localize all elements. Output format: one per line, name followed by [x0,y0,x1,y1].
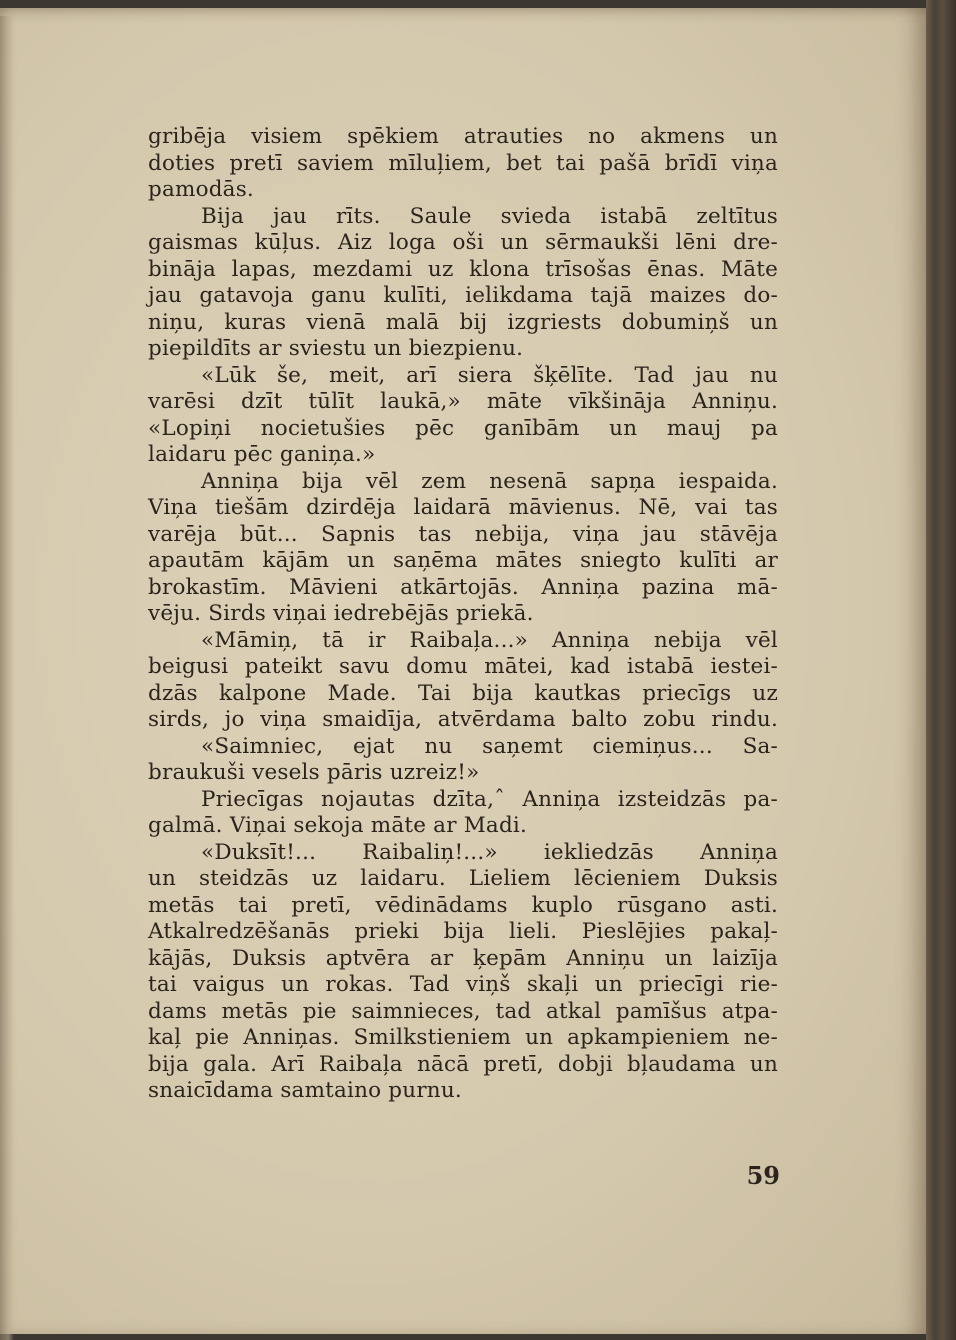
book-binding [926,0,956,1340]
text-line: Atkalredzēšanās prieki bija lieli. Pieslējies pakaļ- [148,919,778,944]
text-line: doties pretī saviem mīluļiem, bet tai pašā brīdī viņa [148,150,778,176]
page-edge-shadow [0,16,14,1340]
text-line: «Duksīt!... Raibaliņ!...» iekliedzās Anniņa [201,839,778,865]
text-line: «Saimniec, ejat nu saņemt ciemiņus... Sa- [201,733,778,759]
text-line: piepildīts ar sviestu un biezpienu. [148,336,524,361]
text-line: dams metās pie saimnieces, tad atkal pamīšus atpa- [148,998,778,1024]
text-line: Bija jau rīts. Saule svieda istabā zeltītus [201,203,778,229]
text-line: sirds, jo viņa smaidīja, atvērdama balto zobu rindu. [148,707,778,732]
text-line: apautām kājām un saņēma mātes sniegto kulīti ar [148,548,778,573]
text-line: bināja lapas, mezdami uz klona trīsošas ēnas. Māte [148,256,778,282]
text-line: Anniņa bija vēl zem nesenā sapņa iespaida. [201,468,778,494]
text-line: un steidzās uz laidaru. Lieliem lēcieniem Duksis [148,866,778,891]
text-line: metās tai pretī, vēdinādams kuplo rūsgano asti. [148,892,778,918]
text-line: braukuši vesels pāris uzreiz!» [148,760,480,785]
page-number: 59 [746,1161,780,1190]
text-line: Viņa tiešām dzirdēja laidarā māvienus. Nē, vai tas [148,495,778,520]
text-line: «Lūk še, meit, arī siera šķēlīte. Tad jau nu [201,362,778,388]
text-line: varēja būt... Sapnis tas nebija, viņa jau stāvēja [148,521,778,547]
text-line: gribēja visiem spēkiem atrauties no akmens un [148,124,778,149]
text-line: Priecīgas nojautas dzīta,ˆ Anniņa izsteidzās pa- [201,786,778,812]
text-line: dzās kalpone Made. Tai bija kautkas priecīgs uz [148,680,778,706]
text-line: galmā. Viņai sekoja māte ar Madi. [148,813,528,838]
text-line: tai vaigus un rokas. Tad viņš skaļi un priecīgi rie- [148,972,778,997]
text-line: jau gatavoja ganu kulīti, ielikdama tajā maizes do- [148,283,778,308]
text-line: niņu, kuras vienā malā bij izgriests dobumiņš un [148,309,778,335]
text-line: «Māmiņ, tā ir Raibaļa...» Anniņa nebija vēl [201,627,778,653]
text-line: bija gala. Arī Raibaļa nācā pretī, dobji bļaudama un [148,1051,778,1077]
text-line: varēsi dzīt tūlīt laukā,» māte vīkšināja Anniņu. [148,389,778,414]
text-line: «Lopiņi nocietušies pēc ganībām un mauj pa [148,415,778,441]
text-line: laidaru pēc ganiņa.» [148,442,376,467]
text-line: beigusi pateikt savu domu mātei, kad istabā iestei- [148,654,778,679]
text-line: gaismas kūļus. Aiz loga oši un sērmaukši lēni dre- [148,230,778,255]
text-line: pamodās. [148,177,254,202]
book-page [0,8,926,1334]
body-text [148,124,778,1105]
text-line: kaļ pie Anniņas. Smilkstieniem un apkampieniem ne- [148,1025,778,1050]
text-line: kājās, Duksis aptvēra ar ķepām Anniņu un laizīja [148,945,778,971]
text-line: brokastīm. Māvieni atkārtojās. Anniņa pazina mā- [148,574,778,600]
text-line: vēju. Sirds viņai iedrebējās priekā. [148,601,534,626]
text-line: snaicīdama samtaino purnu. [148,1078,462,1103]
